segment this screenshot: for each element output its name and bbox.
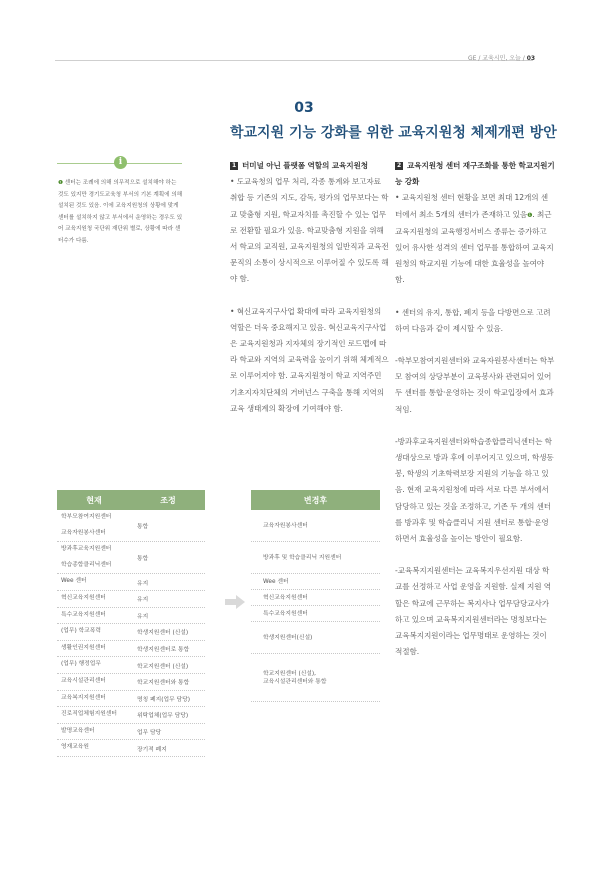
heading-number-badge: 2 bbox=[396, 162, 402, 169]
adjust-cell: 명칭 폐지(업무 담당) bbox=[137, 696, 191, 703]
current-cell: 학부모참여지원센터 bbox=[61, 514, 112, 520]
table-row bbox=[57, 707, 205, 724]
current-cell: 교육자원봉사센터 bbox=[61, 529, 106, 536]
col1-paragraph-1: • 도교육청의 업무 처리, 각종 통계와 보고자료 취합 등 기존의 지도, 감독, 평가의 업무보다는 학교 맞춤형 지원, 학교자치를 촉진할 수 있는 업무로 전환할 필요가 있음. 학교맞춤형 지원을 위해서 학교의 교직원, 교육지원청의 일반직과 교육전문직의 소통이 상시적으로 이루어질 수 있도록 해야 함. bbox=[230, 177, 389, 284]
adjust-cell: 위탁업체(업무 담당) bbox=[137, 713, 189, 720]
current-cell: 진로직업체험지원센터 bbox=[61, 711, 117, 718]
table-row bbox=[251, 622, 380, 654]
column-1 bbox=[230, 158, 390, 417]
current-cell: 발명교육센터 bbox=[61, 727, 95, 734]
table-header bbox=[251, 490, 380, 510]
table-row bbox=[251, 542, 380, 574]
table-row bbox=[251, 606, 380, 622]
adjust-cell: 유지 bbox=[137, 613, 149, 620]
table-row bbox=[57, 591, 205, 608]
footnote-marker: ❶ bbox=[527, 211, 533, 219]
table-row bbox=[57, 691, 205, 708]
header-after: 변경후 bbox=[303, 495, 328, 505]
note-body: 센터는 조례에 의해 의무적으로 설치해야 하는 것도 있지만 경기도교육청 부서의 기본 계획에 의해 설치된 것도 있음. 이에 교육지원청의 상황에 맞게 센터를 설치하지 않고 부서에서 운영하는 경우도 있어 교육지원청 국단위 재단위 별로, 상황에 따라 센터수가 다름. bbox=[58, 180, 183, 244]
side-note bbox=[58, 178, 183, 248]
note-marker: ❶ bbox=[58, 180, 64, 186]
info-icon: i bbox=[114, 156, 127, 169]
adjust-cell: 학교지원센터 (신설) bbox=[137, 663, 189, 670]
current-cell: 교육복지지원센터 bbox=[61, 694, 106, 701]
col1-heading-text: 터미널 아닌 플랫폼 역할의 교육지원청 bbox=[242, 161, 368, 170]
table-row bbox=[251, 574, 380, 590]
col1-heading bbox=[230, 158, 390, 174]
adjust-cell: 통합 bbox=[137, 524, 149, 531]
table-row bbox=[57, 542, 205, 574]
current-cell: 교육시설관리센터 bbox=[61, 677, 106, 684]
header-adjust: 조정 bbox=[160, 495, 176, 505]
current-cell: 방과후교육지원센터 bbox=[61, 546, 112, 553]
after-cell: Wee 센터 bbox=[263, 578, 289, 585]
after-cell: 학생지원센터(신설) bbox=[263, 634, 313, 641]
header-page: 03 bbox=[526, 55, 536, 62]
table-row bbox=[57, 657, 205, 674]
after-cell: 학교지원센터 (신설), bbox=[263, 670, 317, 677]
current-cell: 영재교육원 bbox=[61, 744, 89, 751]
header-current: 현재 bbox=[86, 495, 102, 505]
col2-paragraph-2: • 센터의 유지, 통합, 폐지 등을 다방면으로 고려하여 다음과 같이 제시할 수 있음. bbox=[395, 307, 551, 333]
table-row bbox=[57, 574, 205, 591]
col2-paragraph-1: • 교육지원청 센터 현황을 보면 최대 12개의 센터에서 최소 5개의 센터가 존재하고 있음❶. 최근 교육지원청의 교육행정서비스 종류는 증가하고 있어 유사한 성격의 센터 업무를 통합하여 교육지원청의 학교지원 기능에 대한 효율성을 높여야 함. bbox=[395, 193, 554, 285]
col2-heading bbox=[395, 158, 555, 190]
heading-number-badge: 1 bbox=[231, 162, 237, 169]
right-arrow-icon bbox=[225, 595, 245, 609]
table-row bbox=[57, 740, 205, 757]
adjust-cell: 유지 bbox=[137, 580, 149, 587]
col2-paragraph-4: -방과후교육지원센터와학습종합클리닉센터는 학생대상으로 방과 후에 이루어지고 있으며, 학생동봉, 학생의 기초학력보장 지원의 기능을 하고 있음. 현재 교육지원청에 따라 서로 다른 부서에서 담당하고 있는 것을 조정하고, 기존 두 개의 센터를 방과후 및 학습클리닉 지원 센터로 통합·운영하면서 효율성을 높이는 방안이 필요함. bbox=[395, 436, 554, 544]
current-cell: (업무) 행정업무 bbox=[61, 661, 101, 668]
running-header: GE / 교육시민, 오늘 / 03 bbox=[468, 55, 536, 62]
current-cell: 학습종합클리닉센터 bbox=[61, 561, 112, 568]
col2-paragraph-3: -학부모참여지원센터와 교육자원봉사센터는 학부모 참여의 상당부분이 교육봉사와 관련되어 있어 두 센터를 통합·운영하는 것이 학교입장에서 효과적임. bbox=[395, 356, 555, 414]
table-row bbox=[57, 674, 205, 691]
adjust-cell: 장기적 폐지 bbox=[137, 746, 167, 753]
header-rule bbox=[55, 60, 533, 61]
current-cell: 특수교육지원센터 bbox=[61, 611, 106, 618]
after-cell: 특수교육지원센터 bbox=[263, 610, 308, 617]
table-row bbox=[57, 624, 205, 641]
table-row bbox=[251, 510, 380, 542]
table-row bbox=[57, 724, 205, 741]
adjust-cell: 업무 담당 bbox=[137, 730, 162, 737]
after-cell: 방과후 및 학습클리닉 지원센터 bbox=[263, 554, 342, 561]
after-cell: 교육자원봉사센터 bbox=[263, 522, 308, 529]
adjust-cell: 유지 bbox=[137, 597, 149, 604]
col2-heading-text: 교육지원청 센터 재구조화를 통한 학교지원기능 강화 bbox=[395, 161, 555, 187]
current-cell: Wee 센터 bbox=[61, 578, 87, 585]
adjust-cell: 학교지원센터와 통합 bbox=[137, 680, 190, 687]
table-row bbox=[251, 654, 380, 702]
table-row bbox=[57, 510, 205, 542]
header-chapter: 교육시민, 오늘 bbox=[482, 55, 521, 62]
section-number: 03 bbox=[294, 100, 314, 116]
after-change-table bbox=[251, 490, 380, 702]
table-row bbox=[251, 590, 380, 606]
table-row bbox=[57, 641, 205, 658]
current-cell: (업무) 학교폭력 bbox=[61, 628, 101, 635]
adjust-cell: 학생지원센터 (신설) bbox=[137, 630, 189, 637]
header-section: GE bbox=[468, 55, 477, 62]
section-title: 학교지원 기능 강화를 위한 교육지원청 체제개편 방안 bbox=[230, 125, 557, 141]
table-header bbox=[57, 490, 205, 510]
after-cell: 교육시설관리센터와 통합 bbox=[263, 678, 327, 685]
current-cell: 생활인권지원센터 bbox=[61, 644, 106, 651]
after-cell: 혁신교육지원센터 bbox=[263, 594, 308, 601]
column-2 bbox=[395, 158, 555, 660]
col2-paragraph-5: -교육복지지원센터는 교육복지우선지원 대상 학교를 선정하고 사업 운영을 지원함. 실제 지원 역할은 학교에 근무하는 복지사나 업무담당교사가 하고 있으며 교육복지지원센터라는 명칭보다는 교육복지지원이라는 업무명태로 운영하는 것이 적절함. bbox=[395, 566, 551, 657]
col1-paragraph-2: • 혁신교육지구사업 확대에 따라 교육지원청의 역할은 더욱 중요해지고 있음. 혁신교육지구사업은 교육지원청과 지자체의 장기적인 로드맵에 따라 학교와 지역의 교육력을 높이기 위해 체계적으로 이루어져야 함. 교육지원청이 학교 지역주민 기초지자치단체의 거버넌스 구축을 통해 지역의 교육 생태계의 확장에 기여해야 함. bbox=[230, 306, 389, 413]
current-cell: 혁신교육지원센터 bbox=[61, 594, 106, 601]
adjust-cell: 통합 bbox=[137, 556, 149, 563]
table-row bbox=[57, 608, 205, 625]
current-adjust-table bbox=[57, 490, 205, 757]
adjust-cell: 학생지원센터로 통합 bbox=[137, 647, 190, 654]
